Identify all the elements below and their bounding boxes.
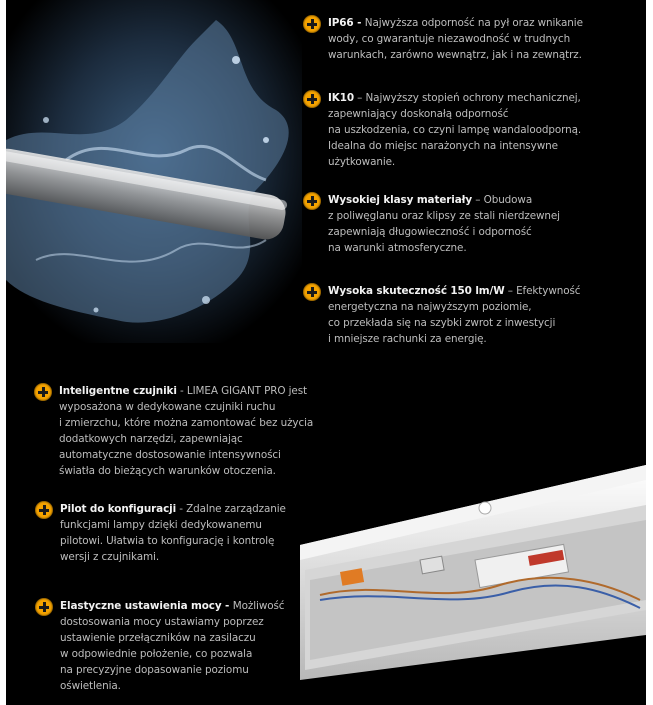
plus-circle-icon <box>303 192 321 210</box>
feature-power-text: ustawienie przełączników na zasilaczu <box>60 632 256 644</box>
feature-sensors-sep: - <box>176 385 187 397</box>
open-luminaire-driver-image <box>300 460 646 680</box>
feature-ip66-text: wody, co gwarantuje niezawodność w trudnych <box>328 33 571 45</box>
feature-materials-text: na warunki atmosferyczne. <box>328 242 467 254</box>
feature-efficiency-text: i mniejsze rachunki za energię. <box>328 333 487 345</box>
feature-sensors <box>59 383 313 479</box>
feature-power-text: w odpowiednie położenie, co pozwala <box>60 648 253 660</box>
plus-circle-icon <box>303 15 321 33</box>
feature-materials-sep: – <box>472 194 484 206</box>
feature-remote-text: wersji z czujnikami. <box>60 551 160 563</box>
feature-efficiency-text: energetyczna na najwyższym poziomie, <box>328 301 532 313</box>
feature-efficiency-text: co przekłada się na szybki zwrot z inwestycji <box>328 317 556 329</box>
feature-sensors-text: dodatkowych narzędzi, zapewniając <box>59 433 243 445</box>
feature-ik10-sep: – <box>353 92 366 104</box>
feature-materials-title: Wysokiej klasy materiały <box>328 194 473 206</box>
feature-remote-sep: - <box>176 503 187 515</box>
plus-circle-icon <box>34 383 52 401</box>
feature-sensors-text: i zmierzchu, które można zamontować bez użycia <box>59 417 314 429</box>
product-feature-panel <box>6 0 646 705</box>
feature-remote-line-1 <box>60 501 286 517</box>
feature-efficiency <box>328 283 580 347</box>
feature-sensors-text: LIMEA GIGANT PRO jest <box>186 385 308 397</box>
plus-circle-icon <box>35 598 53 616</box>
feature-ik10-text: Idealna do miejsc narażonych na intensywne <box>328 140 558 152</box>
feature-remote-title: Pilot do konfiguracji <box>60 503 177 515</box>
feature-materials-text: Obudowa <box>483 194 533 206</box>
feature-materials <box>328 192 560 256</box>
feature-ik10-title: IK10 <box>328 92 354 104</box>
feature-efficiency-text: Efektywność <box>516 285 581 297</box>
feature-ip66-text: Najwyższa odporność na pył oraz wnikanie <box>364 17 583 29</box>
feature-power <box>60 598 284 694</box>
feature-sensors-text: automatyczne dostosowanie intensywności <box>59 449 281 461</box>
feature-materials-text: zapewniają długowieczność i odporność <box>328 226 532 238</box>
feature-remote <box>60 501 286 565</box>
feature-ik10-text: na uszkodzenia, co czyni lampę wandaloodporną. <box>328 124 582 136</box>
feature-power-text: oświetlenia. <box>60 680 121 692</box>
feature-ip66 <box>328 15 583 63</box>
feature-ik10-text: zapewniający doskonałą odporność <box>328 108 509 120</box>
feature-efficiency-title: Wysoka skuteczność 150 lm/W <box>328 285 505 297</box>
feature-materials-text: z poliwęglanu oraz klipsy ze stali nierdzewnej <box>328 210 560 222</box>
feature-sensors-title: Inteligentne czujniki <box>59 385 177 397</box>
plus-circle-icon <box>303 283 321 301</box>
feature-materials-line-1 <box>328 192 560 208</box>
feature-ik10-text: użytkowanie. <box>328 156 396 168</box>
feature-power-text: Możliwość <box>232 600 285 612</box>
feature-power-title: Elastyczne ustawienia mocy <box>60 600 222 612</box>
feature-power-sep: - <box>221 600 233 612</box>
feature-sensors-text: wyposażona w dedykowane czujniki ruchu <box>59 401 276 413</box>
feature-ip66-line-1 <box>328 15 583 31</box>
plus-circle-icon <box>303 90 321 108</box>
feature-ik10-line-1 <box>328 90 581 106</box>
feature-power-text: na precyzyjne dopasowanie poziomu <box>60 664 249 676</box>
feature-ip66-title: IP66 <box>328 17 354 29</box>
feature-efficiency-sep: – <box>504 285 517 297</box>
feature-ip66-sep: - <box>353 17 365 29</box>
feature-ik10 <box>328 90 581 170</box>
feature-ip66-text: warunkach, zarówno wewnątrz, jak i na zewnątrz. <box>328 49 582 61</box>
feature-remote-text: funkcjami lampy dzięki dedykowanemu <box>60 519 262 531</box>
plus-circle-icon <box>35 501 53 519</box>
feature-power-line-1 <box>60 598 284 614</box>
feature-remote-text: pilotowi. Ułatwia to konfigurację i kontrolę <box>60 535 275 547</box>
water-splash-lamp-image <box>6 0 302 343</box>
feature-remote-text: Zdalne zarządzanie <box>186 503 286 515</box>
feature-efficiency-line-1 <box>328 283 580 299</box>
feature-sensors-line-1 <box>59 383 313 399</box>
feature-sensors-text: światła do bieżących warunków otoczenia. <box>59 465 276 477</box>
feature-power-text: dostosowania mocy ustawiamy poprzez <box>60 616 264 628</box>
feature-ik10-text: Najwyższy stopień ochrony mechanicznej, <box>365 92 581 104</box>
